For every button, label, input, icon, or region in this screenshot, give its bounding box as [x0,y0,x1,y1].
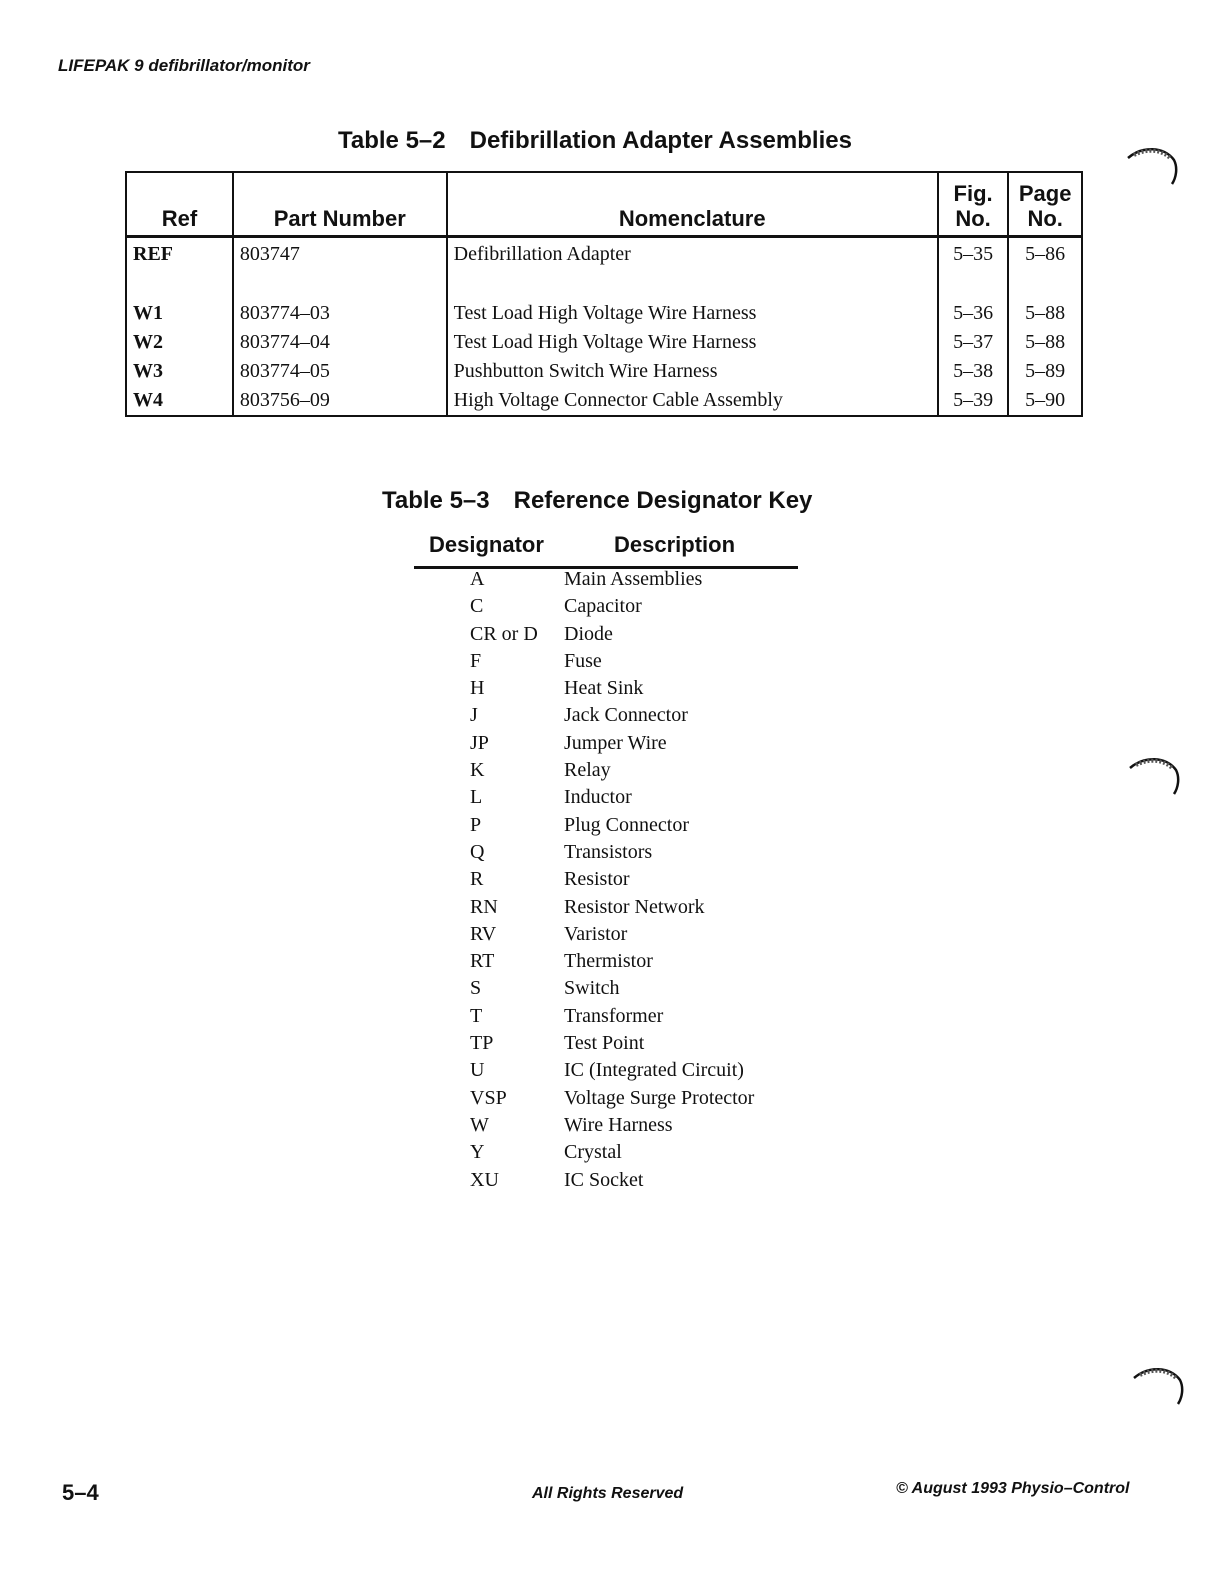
description: Transistors [564,840,653,863]
spacer-cell [1008,269,1082,299]
list-item [470,1030,754,1057]
header-description: Description [614,532,736,557]
designator: JP [470,731,489,754]
cell-nomenclature: Test Load High Voltage Wire Harness [447,328,938,357]
designator: L [470,786,483,809]
cell-page: 5–88 [1025,302,1066,324]
header-page-line2: No. [1027,206,1063,231]
description: Main Assemblies [564,568,703,590]
binder-tab-mark-icon [1124,144,1184,190]
copyright-notice: © August 1993 Physio–Control [896,1480,1130,1497]
cell-fig: 5–39 [938,386,1009,416]
cell-ref: W4 [126,386,233,416]
header-fig-line1: Fig. [953,181,993,206]
header-ref: Ref [126,172,233,237]
description: Plug Connector [564,813,689,836]
designator: K [470,759,485,782]
running-head: LIFEPAK 9 defibrillator/monitor [58,56,310,75]
rights-notice: All Rights Reserved [532,1485,684,1502]
cell-page: 5–86 [1025,243,1066,265]
designator: P [470,813,482,836]
list-item [470,1167,754,1194]
header-page-line1: Page [1018,181,1072,206]
designator: RN [470,895,498,918]
table-row [126,328,1082,357]
description: Switch [564,977,620,1000]
list-item [470,702,754,729]
description: Wire Harness [564,1113,673,1136]
designator: T [470,1004,483,1027]
table-spacer-row [126,269,1082,299]
list-item [470,757,754,784]
designator: F [470,649,482,672]
description: Thermistor [564,950,653,973]
description: Jack Connector [564,704,688,727]
list-item [470,1112,754,1139]
list-item [470,1085,754,1112]
description: Inductor [564,786,632,809]
designator: U [470,1059,485,1082]
description: Fuse [564,649,602,672]
list-item [470,675,754,702]
description: IC Socket [564,1168,644,1191]
designator: RT [470,950,495,973]
binder-tab-mark-icon [1126,752,1186,798]
description: Relay [564,759,611,782]
list-item [470,1139,754,1166]
table-5-2-caption: Defibrillation Adapter Assemblies [469,127,852,154]
list-item [470,866,754,893]
binder-tab-mark-icon [1130,1362,1190,1408]
list-item [470,784,754,811]
table-5-3-title [382,487,812,515]
designator: Q [470,840,485,863]
designator: R [470,868,484,891]
list-item [470,1057,754,1084]
list-item [470,648,754,675]
cell-part-number: 803774–03 [233,299,447,328]
list-item [470,812,754,839]
cell-fig: 5–35 [938,237,1009,270]
list-item [470,948,754,975]
description: Test Point [564,1032,645,1055]
description: Diode [564,622,613,645]
page-number: 5–4 [62,1480,99,1505]
header-page-no [1008,172,1082,237]
assemblies-table [125,171,1083,417]
header-nomenclature: Nomenclature [447,172,938,237]
list-item [470,621,754,648]
header-fig-line2: No. [955,206,991,231]
header-designator: Designator [429,532,544,557]
description: Voltage Surge Protector [564,1086,755,1109]
designator: VSP [470,1086,507,1109]
description: Resistor [564,868,630,891]
list-item [470,839,754,866]
cell-fig: 5–36 [938,299,1009,328]
designator: H [470,677,485,700]
table-row [126,237,1082,270]
list-item [470,921,754,948]
cell-ref: W2 [126,328,233,357]
description: Jumper Wire [564,731,667,754]
designator: RV [470,922,497,945]
cell-fig: 5–38 [938,357,1009,386]
table-5-2-number: Table 5–2 [338,127,446,154]
assemblies-header-row [126,172,1082,237]
table-5-3-caption: Reference Designator Key [513,487,813,514]
description: Varistor [564,922,628,945]
designator: CR or D [470,622,538,645]
cell-ref: W3 [126,357,233,386]
designator: TP [470,1032,494,1055]
cell-part-number: 803774–05 [233,357,447,386]
designator: Y [470,1141,485,1164]
cell-nomenclature: High Voltage Connector Cable Assembly [447,386,938,416]
table-row [126,357,1082,386]
list-item [470,730,754,757]
list-item [470,1003,754,1030]
cell-page: 5–89 [1025,360,1066,382]
header-fig-no [938,172,1009,237]
designator: W [470,1113,489,1136]
table-row [126,299,1082,328]
description: Crystal [564,1141,622,1164]
cell-part-number: 803747 [233,237,447,270]
designator-key-list [470,566,754,1194]
cell-ref: W1 [126,299,233,328]
description: Transformer [564,1004,664,1027]
spacer-cell [938,269,1009,299]
table-5-2-title [338,127,852,155]
cell-ref: REF [126,237,233,270]
description: Capacitor [564,595,642,618]
list-item [470,566,754,593]
cell-nomenclature: Test Load High Voltage Wire Harness [447,299,938,328]
cell-nomenclature: Pushbutton Switch Wire Harness [447,357,938,386]
designator: J [470,704,478,727]
spacer-cell [447,269,938,299]
cell-page: 5–90 [1025,389,1066,411]
spacer-cell [126,269,233,299]
designator: XU [470,1168,499,1191]
table-row [126,386,1082,416]
designator: C [470,595,484,618]
description: Resistor Network [564,895,705,918]
cell-part-number: 803756–09 [233,386,447,416]
header-part-number: Part Number [233,172,447,237]
description: IC (Integrated Circuit) [564,1059,744,1082]
cell-page: 5–88 [1025,331,1066,353]
designator: A [470,568,485,590]
table-5-3-number: Table 5–3 [382,487,490,514]
description: Heat Sink [564,677,644,700]
list-item [470,975,754,1002]
list-item [470,894,754,921]
list-item [470,593,754,620]
designator: S [470,977,482,1000]
cell-nomenclature: Defibrillation Adapter [447,237,938,270]
cell-fig: 5–37 [938,328,1009,357]
spacer-cell [233,269,447,299]
cell-part-number: 803774–04 [233,328,447,357]
